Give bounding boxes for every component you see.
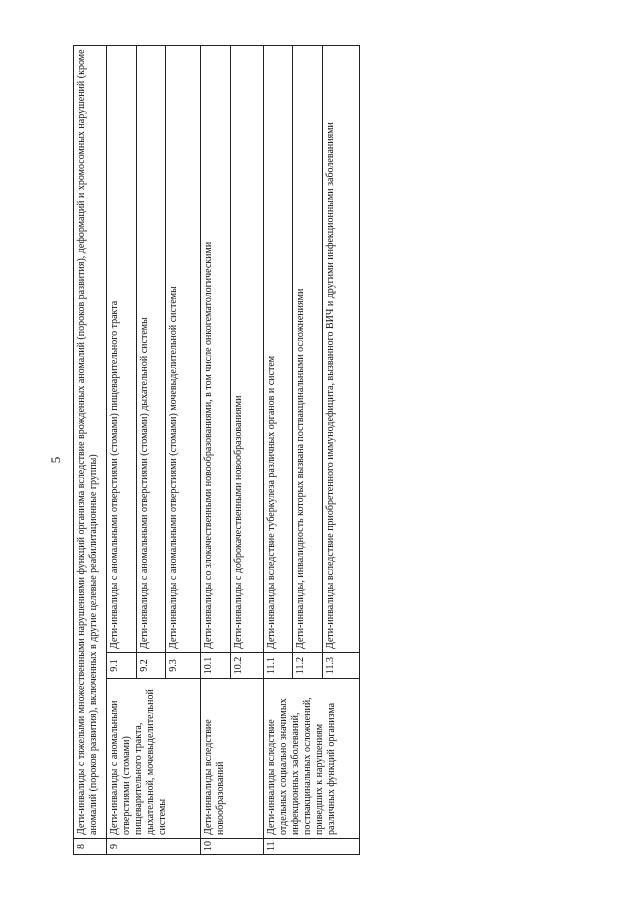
- row-number: 11: [263, 839, 359, 855]
- table-row: [107, 46, 136, 855]
- subgroup-code: 11.1: [263, 653, 292, 679]
- table-row: [201, 46, 230, 855]
- subgroup-description: Дети-инвалиды со злокачественными новообразованиями, в том числе онкогематологическими: [201, 46, 230, 653]
- subgroup-description: Дети-инвалиды вследствие туберкулеза различных органов и систем: [263, 46, 292, 653]
- subgroup-description: Дети-инвалиды вследствие приобретенного иммунодефицита, вызванного ВИЧ и другими инфекционными заболеваниями: [322, 46, 359, 653]
- group-name: Дети-инвалиды вследствие отдельных социально значимых инфекционных заболеваний, поствакцинальных осложнений, приведших к нарушениям различных функций организма: [263, 679, 359, 839]
- subgroup-description: Дети-инвалиды с аномальными отверстиями (стомами) пищеварительного тракта: [107, 46, 136, 653]
- subgroup-code: 9.1: [107, 653, 136, 679]
- table-row: [263, 46, 292, 855]
- rehab-groups-table-wrapper: [73, 45, 360, 855]
- page-number: 5: [48, 456, 63, 464]
- subgroup-code: 10.2: [230, 653, 263, 679]
- row-number: 8: [74, 839, 107, 855]
- group-name: Дети-инвалиды вследствие новообразований: [201, 679, 264, 839]
- subgroup-code: 11.2: [293, 653, 322, 679]
- subgroup-code: 10.1: [201, 653, 230, 679]
- row-number: 9: [107, 839, 201, 855]
- subgroup-description: Дети-инвалиды, инвалидность которых вызвана поствакцинальными осложнениями: [293, 46, 322, 653]
- subgroup-description: Дети-инвалиды с аномальными отверстиями (стомами) дыхательной системы: [136, 46, 165, 653]
- table-row: [74, 46, 107, 855]
- subgroup-description: Дети-инвалиды с доброкачественными новообразованиями: [230, 46, 263, 653]
- row-description: Дети-инвалиды с тяжелыми множественными нарушениями функций организма вследствие врожденных аномалий (пороков развития), деформаций и хромосомных нарушений (кроме аномалий (пороков развития), включенных в другие целевые реабилитационные группы): [74, 46, 107, 839]
- subgroup-code: 11.3: [322, 653, 359, 679]
- rehab-groups-table: [73, 45, 360, 855]
- subgroup-code: 9.2: [136, 653, 165, 679]
- subgroup-description: Дети-инвалиды с аномальными отверстиями (стомами) мочевыделительной системы: [165, 46, 200, 653]
- group-name: Дети-инвалиды с аномальными отверстиями (стомами) пищеварительного тракта, дыхательной, мочевыделительной системы: [107, 679, 201, 839]
- row-number: 10: [201, 839, 264, 855]
- subgroup-code: 9.3: [165, 653, 200, 679]
